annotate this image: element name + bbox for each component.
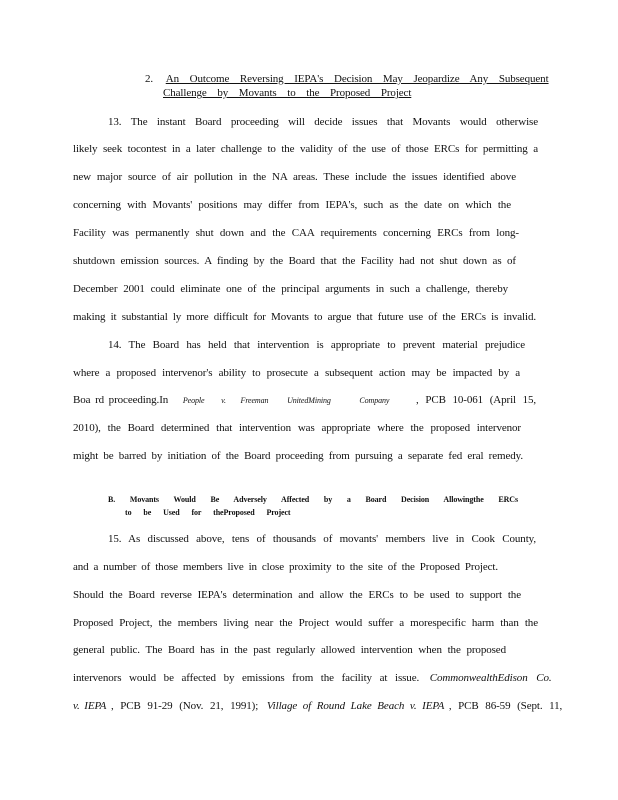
para-15-line-5: general public. The Board has in the past regularly allowed intervention when the proposed — [73, 644, 506, 656]
citation-text: , PCB 10-061 (April 15, — [416, 394, 537, 406]
para-15-line-4: Proposed Project, the members living near the Project would suffer a morespecific harm than the — [73, 617, 538, 629]
para-15-line-2: and a number of those members live in close proximity to the site of the Proposed Project. — [73, 561, 498, 573]
para-15-line-7 — [73, 699, 563, 713]
text-run: intervenors would be affected by emissions from the facility at issue. — [73, 672, 420, 684]
case-name-freeman: Freeman — [240, 396, 269, 405]
heading-line-2: Challenge by Movants to the Proposed Project — [163, 87, 412, 99]
para-13-line-6: shutdown emission sources. A finding by the Board that the Facility had not shut down as of — [73, 255, 516, 267]
para-13-line-1: 13. The instant Board proceeding will decide issues that Movants would otherwise — [108, 116, 538, 128]
para-15-line-3: Should the Board reverse IEPA's determination and allow the ERCs to be used to support the — [73, 589, 521, 601]
para-13-line-7: December 2001 could eliminate one of the principal arguments in such a challenge, thereby — [73, 283, 508, 295]
para-14-line-4: 2010), the Board determined that intervention was appropriate where the proposed intervenor — [73, 422, 521, 434]
case-v: v. — [221, 396, 226, 405]
section-heading-b-line-2: to be Used for theProposed Project — [125, 508, 291, 517]
case-name-v-iepa: v. IEPA — [73, 700, 107, 712]
para-15-line-6 — [73, 671, 552, 685]
section-heading-b-line-1: B. Movants Would Be Adversely Affected by a Board Decision Allowingthe ERCs — [108, 495, 518, 504]
case-name-people: People — [182, 396, 205, 405]
case-name-united-mining: UnitedMining — [287, 396, 331, 405]
para-13-line-8: making it substantial ly more difficult for Movants to argue that future use of the ERCs is invalid. — [73, 311, 536, 323]
case-name-round-lake-beach: Village of Round Lake Beach v. IEPA — [266, 700, 445, 712]
text-run: Boa rd proceeding.In — [73, 394, 169, 406]
case-name-commonwealth-edison: CommonwealthEdison Co. — [429, 672, 552, 684]
para-14-line-5: might be barred by initiation of the Board proceeding from pursuing a separate fed eral remedy. — [73, 450, 523, 462]
para-13-line-2: likely seek tocontest in a later challenge to the validity of the use of those ERCs for permitting a — [73, 143, 538, 155]
para-13-line-4: concerning with Movants' positions may differ from IEPA's, such as the date on which the — [73, 199, 511, 211]
para-13-line-5: Facility was permanently shut down and the CAA requirements concerning ERCs from long- — [73, 227, 519, 239]
citation-text: , PCB 86-59 (Sept. 11, — [448, 700, 563, 712]
para-14-line-2: where a proposed intervenor's ability to prosecute a subsequent action may be impacted by a — [73, 367, 520, 379]
section-heading-2 — [145, 72, 549, 86]
para-13-line-3: new major source of air pollution in the NA areas. These include the issues identified above — [73, 171, 516, 183]
heading-line-1: An Outcome Reversing IEPA's Decision May Jeopardize Any Subsequent — [165, 73, 549, 85]
para-15-line-1: 15. As discussed above, tens of thousands of movants' members live in Cook County, — [108, 533, 536, 545]
heading-number: 2. — [145, 73, 154, 85]
para-14-line-3 — [73, 393, 538, 408]
case-name-company: Company — [359, 396, 390, 405]
citation-text: , PCB 91-29 (Nov. 21, 1991); — [110, 700, 259, 712]
para-14-line-1: 14. The Board has held that intervention is appropriate to prevent material prejudice — [108, 339, 525, 351]
